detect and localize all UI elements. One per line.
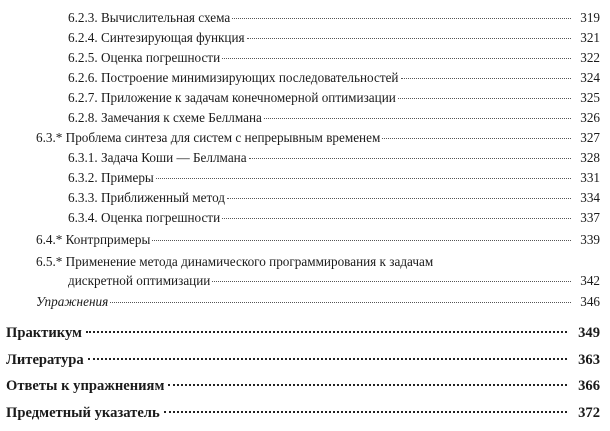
toc-entry-page: 334 (580, 190, 600, 205)
toc-entry-page: 328 (580, 150, 600, 165)
toc-major-index[interactable] (0, 404, 610, 422)
toc-entry-title: 6.3.1. Задача Коши — Беллмана (68, 150, 247, 165)
toc-exercises[interactable] (0, 294, 610, 310)
toc-entry-title: 6.3.4. Оценка погрешности (68, 210, 221, 225)
dot-leader (382, 138, 571, 139)
toc-entry-6-2-8[interactable] (0, 110, 610, 126)
dot-leader (247, 38, 571, 39)
dot-leader (152, 240, 571, 241)
toc-section-title: 6.3.* Проблема синтеза для систем с непрерывным временем (36, 130, 381, 145)
dot-leader (398, 98, 571, 99)
toc-entry-page: 321 (580, 30, 600, 45)
toc-entry-title: 6.2.5. Оценка погрешности (68, 50, 221, 65)
toc-entry-page: 324 (580, 70, 600, 85)
toc-entry-6-2-5[interactable] (0, 50, 610, 66)
toc-exercises-page: 346 (580, 294, 600, 309)
toc-major-page: 349 (578, 325, 600, 341)
dot-leader (249, 158, 571, 159)
toc-entry-6-2-7[interactable] (0, 90, 610, 106)
toc-entry-page: 319 (580, 10, 600, 25)
toc-entry-title: 6.3.3. Приближенный метод (68, 190, 225, 205)
toc-major-page: 372 (578, 405, 600, 421)
toc-major-title: Литература (6, 352, 84, 368)
toc-entry-6-3-1[interactable] (0, 150, 610, 166)
dot-leader (227, 198, 571, 199)
dot-leader (156, 178, 571, 179)
toc-entry-6-3-2[interactable] (0, 170, 610, 186)
toc-major-practicum[interactable] (0, 324, 610, 342)
dot-leader (86, 331, 567, 333)
toc-major-title: Практикум (6, 325, 82, 341)
toc-entry-page: 325 (580, 90, 600, 105)
toc-entry-6-2-6[interactable] (0, 70, 610, 86)
toc-section-page: 342 (580, 273, 600, 288)
toc-entry-6-3-3[interactable] (0, 190, 610, 206)
dot-leader (212, 281, 571, 282)
toc-entry-title: 6.2.3. Вычислительная схема (68, 10, 231, 25)
toc-section-title: 6.4.* Контрпримеры (36, 232, 151, 247)
toc-section-title: 6.5.* Применение метода динамического программирования к задачам (36, 254, 434, 269)
toc-section-6-5-line1[interactable] (0, 254, 610, 270)
dot-leader (401, 78, 572, 79)
dot-leader (164, 411, 567, 413)
toc-entry-title: 6.2.8. Замечания к схеме Беллмана (68, 110, 262, 125)
toc-entry-title: 6.2.6. Построение минимизирующих последовательностей (68, 70, 399, 85)
dot-leader (222, 218, 571, 219)
toc-section-6-3[interactable] (0, 130, 610, 146)
toc-major-title: Предметный указатель (6, 405, 160, 421)
toc-major-page: 366 (578, 378, 600, 394)
dot-leader (232, 18, 571, 19)
toc-section-6-4[interactable] (0, 232, 610, 248)
toc-entry-6-2-4[interactable] (0, 30, 610, 46)
toc-section-6-5-line2[interactable] (0, 273, 610, 289)
toc-section-page: 327 (580, 130, 600, 145)
toc-major-page: 363 (578, 352, 600, 368)
toc-section-title-cont: дискретной оптимизации (68, 273, 211, 288)
toc-major-answers[interactable] (0, 377, 610, 395)
dot-leader (264, 118, 571, 119)
toc-entry-title: 6.3.2. Примеры (68, 170, 154, 185)
dot-leader (168, 384, 567, 386)
toc-entry-title: 6.2.7. Приложение к задачам конечномерной оптимизации (68, 90, 396, 105)
toc-entry-page: 331 (580, 170, 600, 185)
toc-exercises-title: Упражнения (36, 294, 109, 309)
toc-entry-6-3-4[interactable] (0, 210, 610, 226)
toc-entry-title: 6.2.4. Синтезирующая функция (68, 30, 245, 45)
toc-major-title: Ответы к упражнениям (6, 378, 165, 394)
dot-leader (222, 58, 571, 59)
toc-entry-page: 337 (580, 210, 600, 225)
toc-major-literature[interactable] (0, 351, 610, 369)
toc-entry-6-2-3[interactable] (0, 10, 610, 26)
dot-leader (88, 358, 567, 360)
toc-entry-page: 326 (580, 110, 600, 125)
dot-leader (110, 302, 571, 303)
toc-section-page: 339 (580, 232, 600, 247)
toc-entry-page: 322 (580, 50, 600, 65)
